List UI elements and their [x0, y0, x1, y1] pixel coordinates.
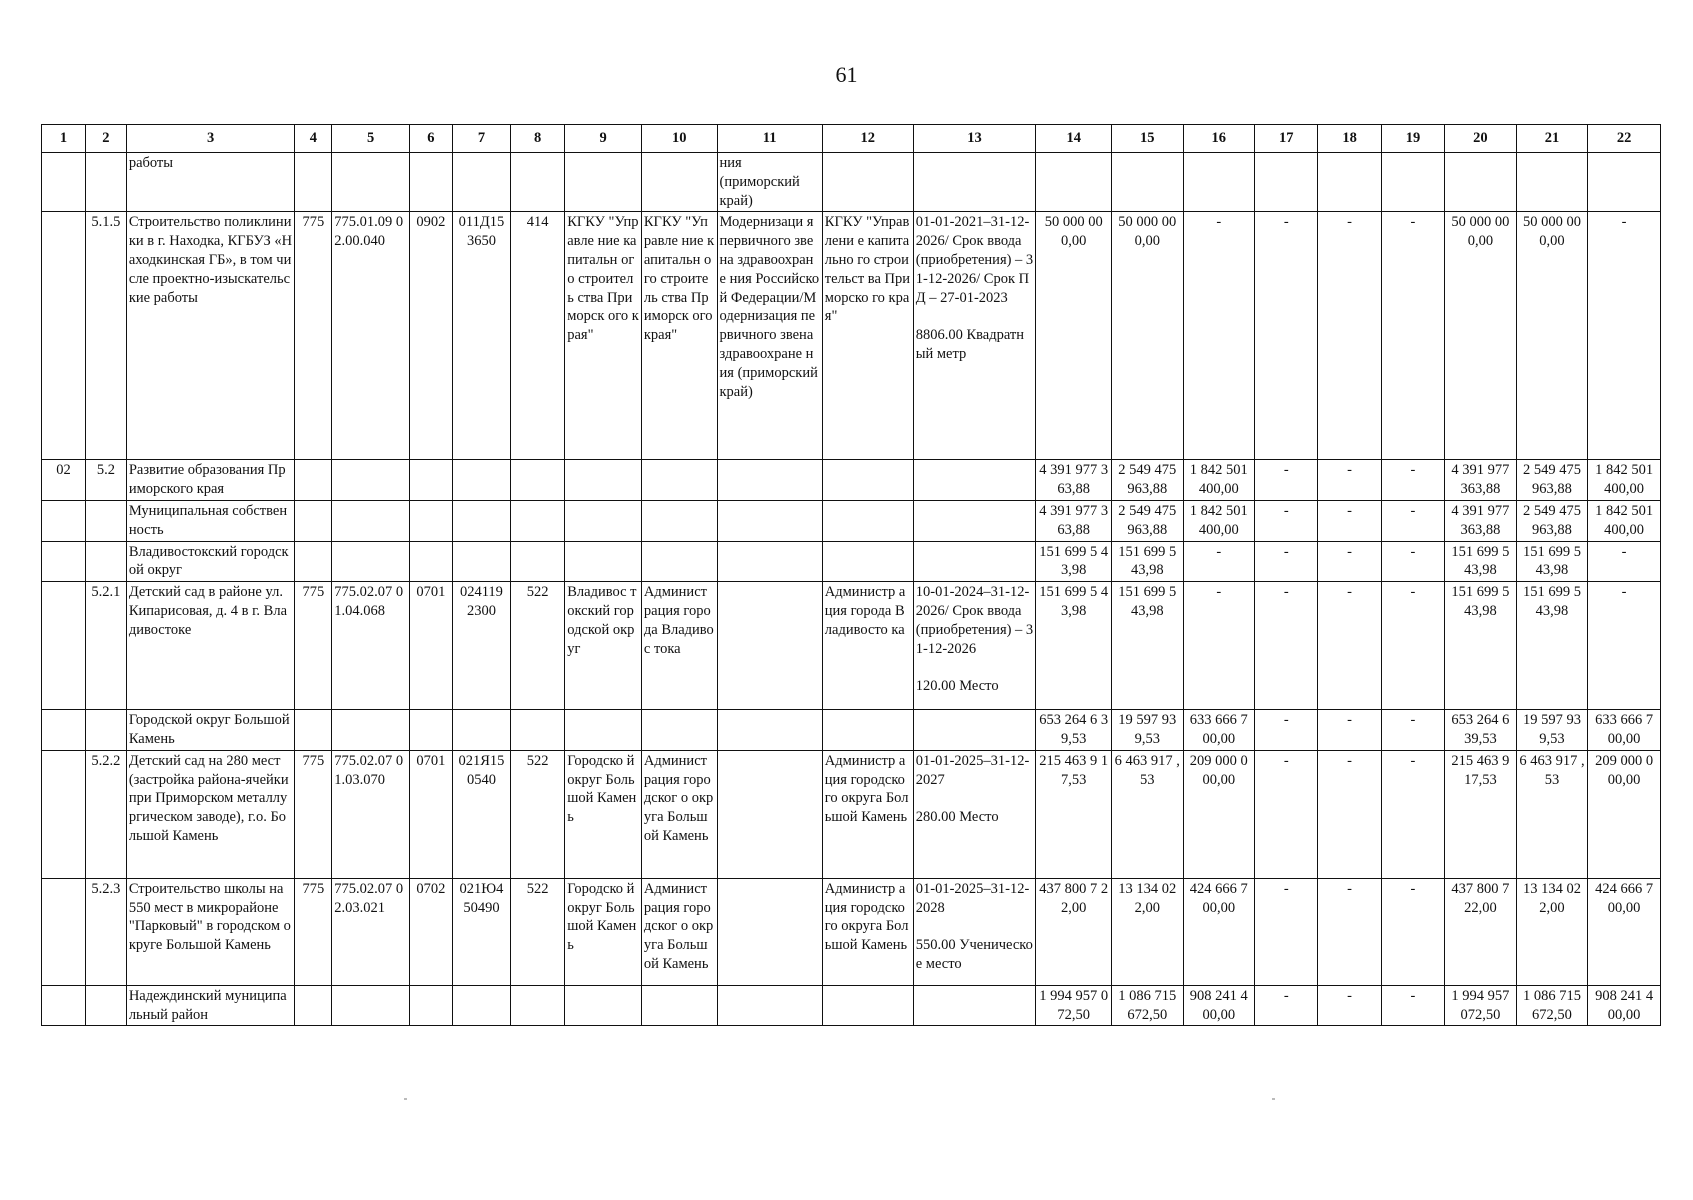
cell-col-17: - — [1255, 582, 1318, 710]
table-row — [42, 212, 1661, 460]
column-header-4: 4 — [295, 125, 332, 153]
cell-col-6 — [409, 985, 452, 1026]
cell-col-22: 209 000 0 00,00 — [1588, 750, 1661, 878]
column-header-19: 19 — [1381, 125, 1444, 153]
cell-col-13 — [913, 710, 1036, 751]
cell-col-7 — [452, 500, 510, 541]
cell-col-3: Владивостокский городской округ — [126, 541, 295, 582]
cell-col-13 — [913, 153, 1036, 212]
cell-col-18: - — [1318, 500, 1381, 541]
cell-col-2: 5.2 — [85, 460, 126, 501]
cell-col-20: 151 699 5 43,98 — [1445, 582, 1517, 710]
cell-col-1 — [42, 710, 86, 751]
cell-col-2: 5.2.2 — [85, 750, 126, 878]
cell-col-11 — [717, 878, 822, 985]
cell-col-18: - — [1318, 460, 1381, 501]
cell-col-7: 024119 2300 — [452, 582, 510, 710]
cell-col-19: - — [1381, 541, 1444, 582]
header-row — [42, 125, 1661, 153]
cell-col-4: 775 — [295, 212, 332, 460]
cell-col-8 — [511, 710, 565, 751]
cell-col-4: 775 — [295, 878, 332, 985]
cell-col-8 — [511, 500, 565, 541]
cell-col-15: 1 086 715 672,50 — [1112, 985, 1184, 1026]
cell-col-9: Городско й округ Большой Камень — [565, 878, 642, 985]
cell-col-7 — [452, 710, 510, 751]
cell-col-19: - — [1381, 212, 1444, 460]
cell-col-1 — [42, 153, 86, 212]
cell-col-21: 2 549 475 963,88 — [1516, 500, 1588, 541]
cell-col-15 — [1112, 153, 1184, 212]
cell-col-15: 2 549 475 963,88 — [1112, 500, 1184, 541]
cell-col-8 — [511, 541, 565, 582]
cell-col-19 — [1381, 153, 1444, 212]
cell-col-20: 151 699 5 43,98 — [1445, 541, 1517, 582]
cell-col-3: Надеждинский муниципальный район — [126, 985, 295, 1026]
cell-col-9: КГКУ "Управле ние капитальн ого строитель ства Приморск ого края" — [565, 212, 642, 460]
cell-col-16: 1 842 501 400,00 — [1183, 460, 1255, 501]
cell-col-3: работы — [126, 153, 295, 212]
cell-col-10 — [641, 985, 717, 1026]
cell-col-22: - — [1588, 582, 1661, 710]
cell-col-19: - — [1381, 582, 1444, 710]
cell-col-18: - — [1318, 710, 1381, 751]
cell-col-18: - — [1318, 985, 1381, 1026]
cell-col-8 — [511, 985, 565, 1026]
cell-col-17 — [1255, 153, 1318, 212]
scan-speck — [1272, 1098, 1275, 1100]
cell-col-17: - — [1255, 212, 1318, 460]
cell-col-21 — [1516, 153, 1588, 212]
cell-col-10 — [641, 153, 717, 212]
cell-col-18: - — [1318, 878, 1381, 985]
cell-col-14: 4 391 977 363,88 — [1036, 460, 1112, 501]
cell-col-9 — [565, 153, 642, 212]
cell-col-12 — [822, 460, 913, 501]
cell-col-3: Детский сад в районе ул. Кипарисовая, д. 4 в г. Владивостоке — [126, 582, 295, 710]
cell-col-6 — [409, 460, 452, 501]
cell-col-15: 2 549 475 963,88 — [1112, 460, 1184, 501]
cell-col-11 — [717, 582, 822, 710]
cell-col-17: - — [1255, 500, 1318, 541]
cell-col-4 — [295, 460, 332, 501]
cell-col-8: 522 — [511, 582, 565, 710]
cell-col-13 — [913, 985, 1036, 1026]
cell-col-6: 0701 — [409, 750, 452, 878]
cell-col-6: 0701 — [409, 582, 452, 710]
cell-col-16: 908 241 4 00,00 — [1183, 985, 1255, 1026]
column-header-17: 17 — [1255, 125, 1318, 153]
cell-col-15: 6 463 917 ,53 — [1112, 750, 1184, 878]
column-header-18: 18 — [1318, 125, 1381, 153]
cell-col-12 — [822, 541, 913, 582]
cell-col-17: - — [1255, 750, 1318, 878]
cell-col-20: 437 800 7 22,00 — [1445, 878, 1517, 985]
cell-col-14 — [1036, 153, 1112, 212]
column-header-3: 3 — [126, 125, 295, 153]
cell-col-15: 13 134 02 2,00 — [1112, 878, 1184, 985]
budget-table — [41, 124, 1661, 1026]
cell-col-7: 011Д15 3650 — [452, 212, 510, 460]
column-header-16: 16 — [1183, 125, 1255, 153]
cell-col-9 — [565, 541, 642, 582]
cell-col-17: - — [1255, 710, 1318, 751]
cell-col-22: - — [1588, 541, 1661, 582]
cell-col-7 — [452, 153, 510, 212]
cell-col-5 — [332, 153, 410, 212]
cell-col-1 — [42, 985, 86, 1026]
cell-col-2: 5.2.3 — [85, 878, 126, 985]
cell-col-10: Админист рация городског о округа Большой Камень — [641, 750, 717, 878]
column-header-2: 2 — [85, 125, 126, 153]
cell-col-12: КГКУ "Управлени е капитально го строительст ва Приморско го края" — [822, 212, 913, 460]
table-row — [42, 153, 1661, 212]
cell-col-4 — [295, 541, 332, 582]
cell-col-22: 1 842 501 400,00 — [1588, 460, 1661, 501]
cell-col-11 — [717, 541, 822, 582]
cell-col-21: 6 463 917 ,53 — [1516, 750, 1588, 878]
cell-col-1 — [42, 582, 86, 710]
cell-col-16: 633 666 7 00,00 — [1183, 710, 1255, 751]
cell-col-21: 1 086 715 672,50 — [1516, 985, 1588, 1026]
cell-col-1 — [42, 878, 86, 985]
table-row — [42, 582, 1661, 710]
cell-col-2 — [85, 153, 126, 212]
cell-col-11 — [717, 500, 822, 541]
cell-col-13: 10-01-2024–31-12-2026/ Срок ввода (приобретения) – 31-12-2026 120.00 Место — [913, 582, 1036, 710]
cell-col-18 — [1318, 153, 1381, 212]
column-header-1: 1 — [42, 125, 86, 153]
cell-col-2: 5.2.1 — [85, 582, 126, 710]
cell-col-4: 775 — [295, 750, 332, 878]
cell-col-14: 151 699 5 43,98 — [1036, 582, 1112, 710]
cell-col-2 — [85, 710, 126, 751]
column-header-13: 13 — [913, 125, 1036, 153]
cell-col-5: 775.02.07 02.03.021 — [332, 878, 410, 985]
cell-col-21: 50 000 00 0,00 — [1516, 212, 1588, 460]
cell-col-12 — [822, 153, 913, 212]
table-row — [42, 460, 1661, 501]
cell-col-20 — [1445, 153, 1517, 212]
cell-col-16: 209 000 0 00,00 — [1183, 750, 1255, 878]
cell-col-4: 775 — [295, 582, 332, 710]
cell-col-22: 424 666 7 00,00 — [1588, 878, 1661, 985]
column-header-10: 10 — [641, 125, 717, 153]
cell-col-12 — [822, 500, 913, 541]
cell-col-10: Админист рация города Владивос тока — [641, 582, 717, 710]
cell-col-16: 1 842 501 400,00 — [1183, 500, 1255, 541]
column-header-7: 7 — [452, 125, 510, 153]
cell-col-7: 021Ю4 50490 — [452, 878, 510, 985]
cell-col-16: - — [1183, 582, 1255, 710]
column-header-12: 12 — [822, 125, 913, 153]
cell-col-12: Администр ация городского округа Большой Камень — [822, 750, 913, 878]
cell-col-12 — [822, 710, 913, 751]
column-header-9: 9 — [565, 125, 642, 153]
table-row — [42, 985, 1661, 1026]
cell-col-17: - — [1255, 541, 1318, 582]
cell-col-3: Строительство поликлиники в г. Находка, КГБУЗ «Находкинская ГБ», в том числе проектно-изыскательские работы — [126, 212, 295, 460]
cell-col-8 — [511, 153, 565, 212]
column-header-5: 5 — [332, 125, 410, 153]
cell-col-6 — [409, 710, 452, 751]
table-row — [42, 878, 1661, 985]
cell-col-10: Админист рация городског о округа Большой Камень — [641, 878, 717, 985]
cell-col-10 — [641, 710, 717, 751]
cell-col-12: Администр ация городского округа Большой Камень — [822, 878, 913, 985]
cell-col-9: Городско й округ Большой Камень — [565, 750, 642, 878]
cell-col-5: 775.01.09 02.00.040 — [332, 212, 410, 460]
cell-col-2 — [85, 500, 126, 541]
cell-col-15: 50 000 00 0,00 — [1112, 212, 1184, 460]
cell-col-18: - — [1318, 212, 1381, 460]
cell-col-21: 151 699 5 43,98 — [1516, 541, 1588, 582]
cell-col-8 — [511, 460, 565, 501]
cell-col-14: 1 994 957 072,50 — [1036, 985, 1112, 1026]
column-header-21: 21 — [1516, 125, 1588, 153]
cell-col-5 — [332, 985, 410, 1026]
cell-col-15: 151 699 5 43,98 — [1112, 582, 1184, 710]
column-header-6: 6 — [409, 125, 452, 153]
cell-col-1 — [42, 500, 86, 541]
cell-col-19: - — [1381, 878, 1444, 985]
cell-col-19: - — [1381, 460, 1444, 501]
cell-col-21: 13 134 02 2,00 — [1516, 878, 1588, 985]
cell-col-19: - — [1381, 750, 1444, 878]
cell-col-11: ния (приморский край) — [717, 153, 822, 212]
cell-col-19: - — [1381, 985, 1444, 1026]
cell-col-19: - — [1381, 710, 1444, 751]
cell-col-9 — [565, 985, 642, 1026]
cell-col-16: - — [1183, 212, 1255, 460]
cell-col-6 — [409, 153, 452, 212]
cell-col-18: - — [1318, 541, 1381, 582]
cell-col-6: 0702 — [409, 878, 452, 985]
column-header-11: 11 — [717, 125, 822, 153]
cell-col-16 — [1183, 153, 1255, 212]
cell-col-1 — [42, 212, 86, 460]
cell-col-9 — [565, 710, 642, 751]
cell-col-8: 414 — [511, 212, 565, 460]
cell-col-13: 01-01-2021–31-12-2026/ Срок ввода (приобретения) – 31-12-2026/ Срок ПД – 27-01-2023 8806.00 Квадратный метр — [913, 212, 1036, 460]
cell-col-5 — [332, 500, 410, 541]
cell-col-21: 19 597 93 9,53 — [1516, 710, 1588, 751]
cell-col-12 — [822, 985, 913, 1026]
column-header-15: 15 — [1112, 125, 1184, 153]
column-header-22: 22 — [1588, 125, 1661, 153]
cell-col-18: - — [1318, 750, 1381, 878]
cell-col-13 — [913, 541, 1036, 582]
cell-col-4 — [295, 710, 332, 751]
cell-col-5: 775.02.07 01.03.070 — [332, 750, 410, 878]
cell-col-17: - — [1255, 460, 1318, 501]
cell-col-22: - — [1588, 212, 1661, 460]
cell-col-6 — [409, 541, 452, 582]
cell-col-7 — [452, 985, 510, 1026]
cell-col-20: 653 264 6 39,53 — [1445, 710, 1517, 751]
cell-col-14: 215 463 9 17,53 — [1036, 750, 1112, 878]
cell-col-7 — [452, 460, 510, 501]
cell-col-21: 151 699 5 43,98 — [1516, 582, 1588, 710]
cell-col-14: 653 264 6 39,53 — [1036, 710, 1112, 751]
cell-col-5 — [332, 710, 410, 751]
cell-col-14: 151 699 5 43,98 — [1036, 541, 1112, 582]
cell-col-13: 01-01-2025–31-12-2028 550.00 Ученическое место — [913, 878, 1036, 985]
cell-col-3: Муниципальная собственность — [126, 500, 295, 541]
cell-col-14: 437 800 7 22,00 — [1036, 878, 1112, 985]
cell-col-14: 50 000 00 0,00 — [1036, 212, 1112, 460]
cell-col-15: 151 699 5 43,98 — [1112, 541, 1184, 582]
cell-col-6 — [409, 500, 452, 541]
cell-col-16: - — [1183, 541, 1255, 582]
cell-col-3: Городской округ Большой Камень — [126, 710, 295, 751]
cell-col-7 — [452, 541, 510, 582]
cell-col-20: 215 463 9 17,53 — [1445, 750, 1517, 878]
cell-col-22: 908 241 4 00,00 — [1588, 985, 1661, 1026]
cell-col-1: 02 — [42, 460, 86, 501]
cell-col-19: - — [1381, 500, 1444, 541]
cell-col-5 — [332, 460, 410, 501]
cell-col-10 — [641, 460, 717, 501]
cell-col-20: 4 391 977 363,88 — [1445, 460, 1517, 501]
cell-col-11 — [717, 985, 822, 1026]
cell-col-3: Детский сад на 280 мест (застройка района-ячейки при Приморском металлургическом заводе), г.о. Большой Камень — [126, 750, 295, 878]
cell-col-5: 775.02.07 01.04.068 — [332, 582, 410, 710]
cell-col-7: 021Я15 0540 — [452, 750, 510, 878]
cell-col-20: 50 000 00 0,00 — [1445, 212, 1517, 460]
cell-col-1 — [42, 541, 86, 582]
column-header-8: 8 — [511, 125, 565, 153]
cell-col-13: 01-01-2025–31-12-2027 280.00 Место — [913, 750, 1036, 878]
column-header-14: 14 — [1036, 125, 1112, 153]
cell-col-18: - — [1318, 582, 1381, 710]
cell-col-13 — [913, 460, 1036, 501]
cell-col-6: 0902 — [409, 212, 452, 460]
cell-col-17: - — [1255, 878, 1318, 985]
table-row — [42, 750, 1661, 878]
cell-col-10 — [641, 541, 717, 582]
cell-col-3: Развитие образования Приморского края — [126, 460, 295, 501]
cell-col-16: 424 666 7 00,00 — [1183, 878, 1255, 985]
table-row — [42, 541, 1661, 582]
cell-col-9 — [565, 460, 642, 501]
cell-col-15: 19 597 93 9,53 — [1112, 710, 1184, 751]
column-header-20: 20 — [1445, 125, 1517, 153]
cell-col-2: 5.1.5 — [85, 212, 126, 460]
cell-col-20: 1 994 957 072,50 — [1445, 985, 1517, 1026]
cell-col-11: Модернизаци я первичного звена здравоохране ния Российской Федерации/М одернизация первичного звена здравоохране ния (приморский край) — [717, 212, 822, 460]
cell-col-4 — [295, 500, 332, 541]
cell-col-8: 522 — [511, 750, 565, 878]
cell-col-9 — [565, 500, 642, 541]
cell-col-12: Администр ация города Владивосто ка — [822, 582, 913, 710]
cell-col-11 — [717, 750, 822, 878]
cell-col-10 — [641, 500, 717, 541]
scan-speck — [404, 1098, 407, 1100]
cell-col-9: Владивос токский городской округ — [565, 582, 642, 710]
cell-col-1 — [42, 750, 86, 878]
cell-col-8: 522 — [511, 878, 565, 985]
cell-col-14: 4 391 977 363,88 — [1036, 500, 1112, 541]
cell-col-5 — [332, 541, 410, 582]
cell-col-20: 4 391 977 363,88 — [1445, 500, 1517, 541]
cell-col-21: 2 549 475 963,88 — [1516, 460, 1588, 501]
cell-col-11 — [717, 460, 822, 501]
cell-col-2 — [85, 985, 126, 1026]
table-row — [42, 500, 1661, 541]
page-number: 61 — [835, 62, 858, 87]
cell-col-11 — [717, 710, 822, 751]
cell-col-22: 1 842 501 400,00 — [1588, 500, 1661, 541]
cell-col-2 — [85, 541, 126, 582]
table-row — [42, 710, 1661, 751]
cell-col-10: КГКУ "Управле ние капитальн ого строитель ства Приморск ого края" — [641, 212, 717, 460]
cell-col-22: 633 666 7 00,00 — [1588, 710, 1661, 751]
cell-col-4 — [295, 153, 332, 212]
cell-col-3: Строительство школы на 550 мест в микрорайоне "Парковый" в городском округе Большой Камень — [126, 878, 295, 985]
cell-col-17: - — [1255, 985, 1318, 1026]
cell-col-22 — [1588, 153, 1661, 212]
cell-col-4 — [295, 985, 332, 1026]
cell-col-13 — [913, 500, 1036, 541]
